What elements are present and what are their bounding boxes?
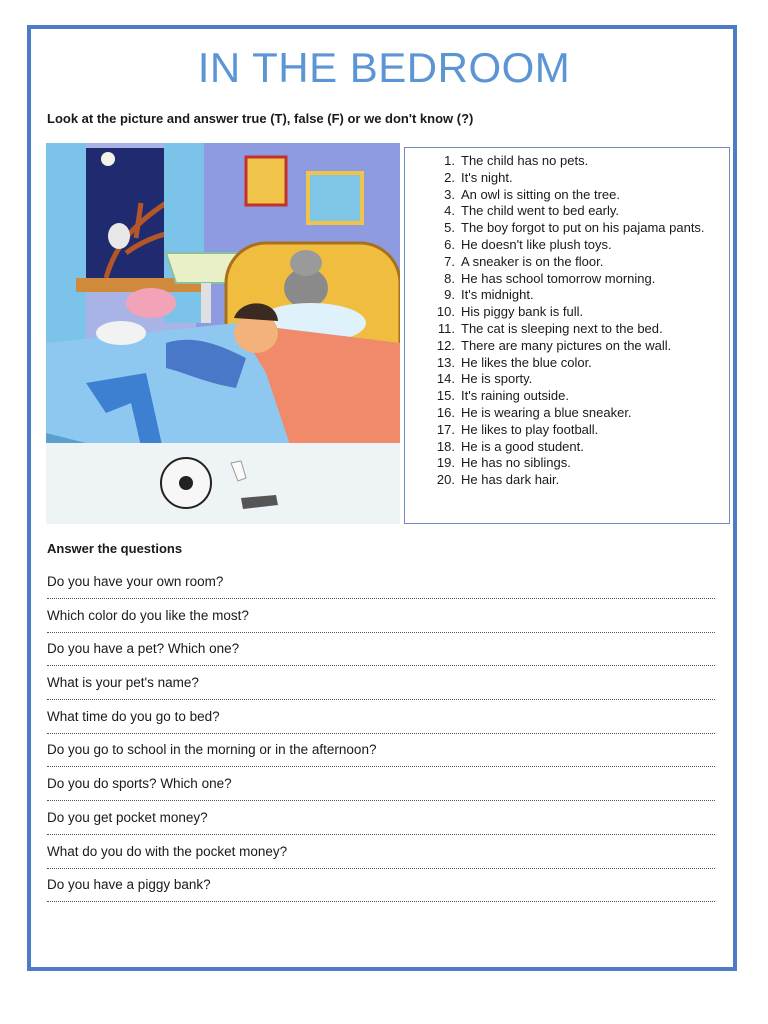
question-item	[47, 640, 717, 674]
statement-item: 10. His piggy bank is full.	[436, 304, 584, 320]
statement-item: 5. The boy forgot to put on his pajama pants.	[444, 220, 705, 236]
answer-line[interactable]	[47, 632, 715, 633]
statement-item: 17. He likes to play football.	[436, 421, 599, 437]
statement-item: 9. It's midnight.	[444, 287, 534, 303]
question-text: Do you get pocket money?	[47, 809, 208, 825]
statement-item: 8. He has school tomorrow morning.	[444, 270, 656, 286]
question-text: Do you have a piggy bank?	[47, 877, 211, 893]
statement-item: 3. An owl is sitting on the tree.	[444, 186, 620, 202]
question-text: Do you have a pet? Which one?	[47, 641, 240, 657]
questions-heading: Answer the questions	[47, 541, 183, 556]
statement-item: 1. The child has no pets.	[444, 153, 589, 168]
answer-line[interactable]	[47, 733, 715, 734]
statements-box	[404, 147, 730, 524]
answer-line[interactable]	[47, 901, 715, 902]
question-item	[47, 843, 717, 877]
statement-item: 20. He has dark hair.	[436, 472, 560, 488]
statement-item: 14. He is sporty.	[436, 371, 533, 387]
question-item	[47, 708, 717, 742]
statement-item: 2. It's night.	[444, 169, 513, 185]
answer-line[interactable]	[47, 834, 715, 835]
statement-item: 4. The child went to bed early.	[444, 203, 620, 219]
question-item	[47, 741, 717, 775]
question-item	[47, 809, 717, 843]
question-item	[47, 607, 717, 641]
statement-item: 7. A sneaker is on the floor.	[444, 253, 604, 269]
question-item	[47, 876, 717, 910]
page-title: IN THE BEDROOM	[197, 44, 571, 91]
question-text: What time do you go to bed?	[47, 708, 220, 724]
statement-item: 15. It's raining outside.	[436, 388, 569, 404]
answer-line[interactable]	[47, 665, 715, 666]
bedroom-illustration	[46, 143, 400, 524]
answer-line[interactable]	[47, 699, 715, 700]
answer-line[interactable]	[47, 800, 715, 801]
question-text: Do you do sports? Which one?	[47, 776, 232, 792]
answer-line[interactable]	[47, 766, 715, 767]
question-text: Do you have your own room?	[47, 574, 224, 589]
statement-item: 16. He is wearing a blue sneaker.	[436, 404, 632, 420]
statement-item: 11. The cat is sleeping next to the bed.	[437, 320, 663, 336]
question-item	[47, 573, 717, 607]
statement-item: 12. There are many pictures on the wall.	[436, 337, 672, 353]
answer-line[interactable]	[47, 868, 715, 869]
statement-item: 6. He doesn't like plush toys.	[444, 236, 612, 252]
instruction-text: Look at the picture and answer true (T), false (F) or we don't know (?)	[47, 111, 474, 126]
questions-list	[47, 573, 717, 910]
bedroom-illustration-icon	[46, 143, 400, 524]
question-item	[47, 674, 717, 708]
question-text: What is your pet's name?	[47, 675, 199, 691]
question-text: Which color do you like the most?	[47, 607, 249, 623]
statement-item: 18. He is a good student.	[436, 438, 584, 454]
question-item	[47, 775, 717, 809]
question-text: What do you do with the pocket money?	[47, 843, 288, 859]
question-text: Do you go to school in the morning or in the afternoon?	[47, 742, 377, 758]
answer-line[interactable]	[47, 598, 715, 599]
statement-item: 19. He has no siblings.	[436, 455, 571, 471]
statement-item: 13. He likes the blue color.	[436, 354, 592, 370]
statements-list	[405, 153, 729, 489]
